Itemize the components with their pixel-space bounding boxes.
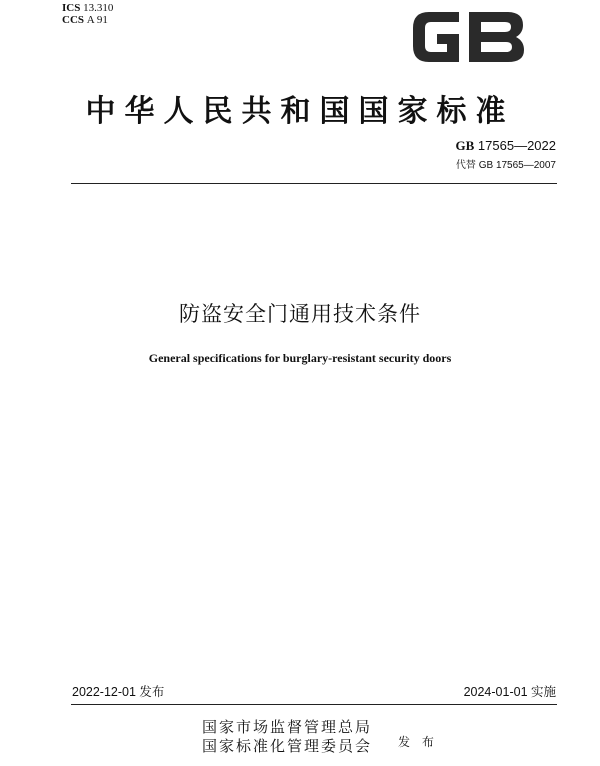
- issue-date: 2022-12-01 发布: [72, 685, 165, 699]
- replaces-prefix: 代替 GB: [455, 160, 494, 171]
- standard-number-value: 17565—2022: [477, 138, 556, 153]
- ics-value: 13.310: [83, 2, 114, 14]
- publish-label: 发 布: [398, 735, 438, 749]
- ccs-code: [62, 14, 113, 26]
- issuing-authorities: [202, 718, 372, 756]
- replaces-standard: [456, 156, 556, 171]
- document-title-en: General specifications for burglary-resistant security doors: [148, 351, 452, 365]
- standard-number-prefix: GB: [455, 138, 475, 153]
- header-divider: [71, 183, 557, 184]
- issuer-sac: 国家标准化管理委员会: [202, 737, 373, 755]
- standard-title: 中华人民共和国国家标准: [85, 94, 515, 129]
- ics-label: ICS: [62, 2, 81, 14]
- standard-number: [456, 138, 557, 154]
- ics-code: [62, 2, 113, 14]
- classification-codes: [62, 2, 113, 26]
- ccs-value: A 91: [86, 14, 108, 26]
- footer-divider: [71, 704, 557, 705]
- issuer-samr: 国家市场监督管理总局: [202, 718, 373, 736]
- gb-logo: [407, 6, 529, 68]
- document-title-cn: 防盗安全门通用技术条件: [179, 302, 421, 326]
- replaces-value: 17565—2007: [495, 160, 556, 171]
- effective-date: 2024-01-01 实施: [463, 685, 556, 699]
- ccs-label: CCS: [62, 14, 85, 26]
